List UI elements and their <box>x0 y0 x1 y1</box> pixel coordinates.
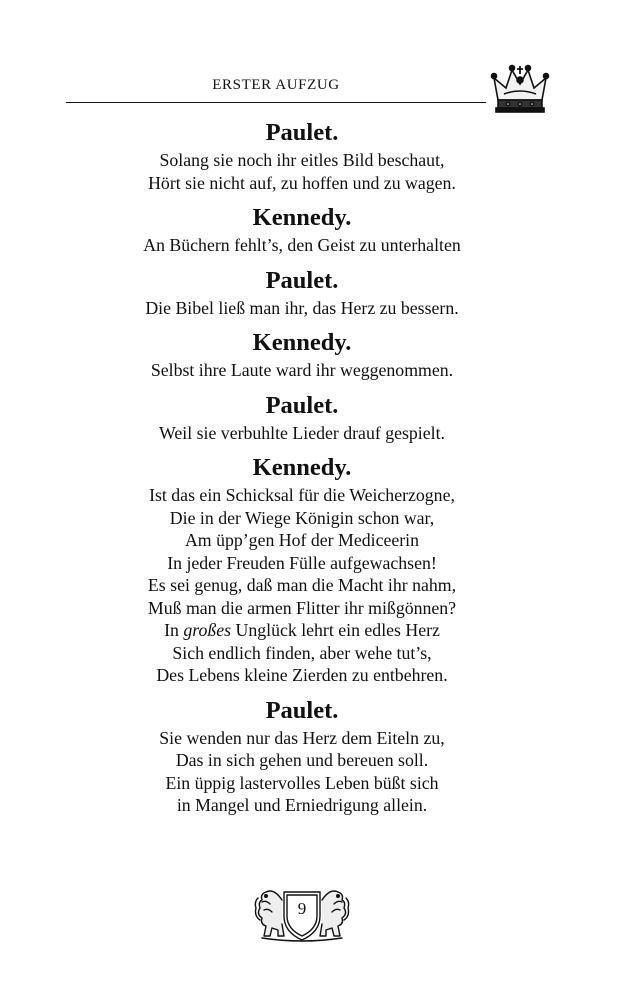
speaker-name: Paulet. <box>265 391 339 419</box>
verse-line: Sich endlich finden, aber wehe tut’s, <box>172 642 432 663</box>
running-header <box>66 62 486 106</box>
verse-line: Selbst ihre Laute ward ihr weggenommen. <box>150 360 454 380</box>
crown-icon <box>490 60 550 116</box>
verse-line-emphasis <box>82 619 522 642</box>
emphasized-word: großes <box>183 620 232 640</box>
verse-line-rest: Unglück lehrt ein edles Herz <box>235 620 440 640</box>
verse-line: Das in sich gehen und bereuen soll. <box>175 750 429 770</box>
verse-line: Hört sie nicht auf, zu hoffen und zu wagen. <box>148 172 456 193</box>
verse-line: In jeder Freuden Fülle aufgewachsen! <box>167 552 437 573</box>
play-text <box>82 118 522 817</box>
speaker-name: Paulet. <box>265 696 339 724</box>
verse-line: Am üpp’gen Hof der Mediceerin <box>184 530 420 550</box>
verse-line: Es sei genug, daß man die Macht ihr nahm, <box>147 575 457 595</box>
page-number: 9 <box>297 899 307 918</box>
verse-line: Sie wenden nur das Herz dem Eiteln zu, <box>159 727 445 748</box>
header-rule <box>66 102 486 103</box>
verse-line: Des Lebens kleine Zierden zu entbehren. <box>156 665 448 685</box>
verse-line-prefix: In <box>164 620 179 640</box>
verse-line: Die in der Wiege Königin schon war, <box>169 507 435 528</box>
speech-block <box>82 391 522 445</box>
verse-line: An Büchern fehlt’s, den Geist zu unterhalten <box>143 235 461 255</box>
speaker-name: Paulet. <box>265 119 339 146</box>
verse-line: Ein üppig lastervolles Leben büßt sich <box>165 772 439 793</box>
page-footer <box>252 880 352 944</box>
speaker-name: Paulet. <box>265 266 339 294</box>
verse-line: Weil sie verbuhlte Lieder drauf gespielt. <box>159 422 445 443</box>
speech-block <box>82 203 522 257</box>
speech-block <box>82 453 522 687</box>
speaker-name: Kennedy. <box>252 204 352 231</box>
verse-line: Solang sie noch ihr eitles Bild beschaut, <box>159 150 445 170</box>
verse-line: Die Bibel ließ man ihr, das Herz zu bessern. <box>145 297 459 318</box>
speaker-name: Kennedy. <box>252 329 352 356</box>
verse-line: Ist das ein Schicksal für die Weicherzogne, <box>149 485 455 505</box>
verse-line: Muß man die armen Flitter ihr mißgönnen? <box>147 597 457 618</box>
header-title: ERSTER AUFZUG <box>212 77 340 93</box>
speech-block <box>82 118 522 194</box>
speech-block <box>82 328 522 382</box>
speech-block <box>82 696 522 817</box>
speech-block <box>82 266 522 320</box>
verse-line: in Mangel und Erniedrigung allein. <box>176 795 428 815</box>
speaker-name: Kennedy. <box>252 454 352 481</box>
